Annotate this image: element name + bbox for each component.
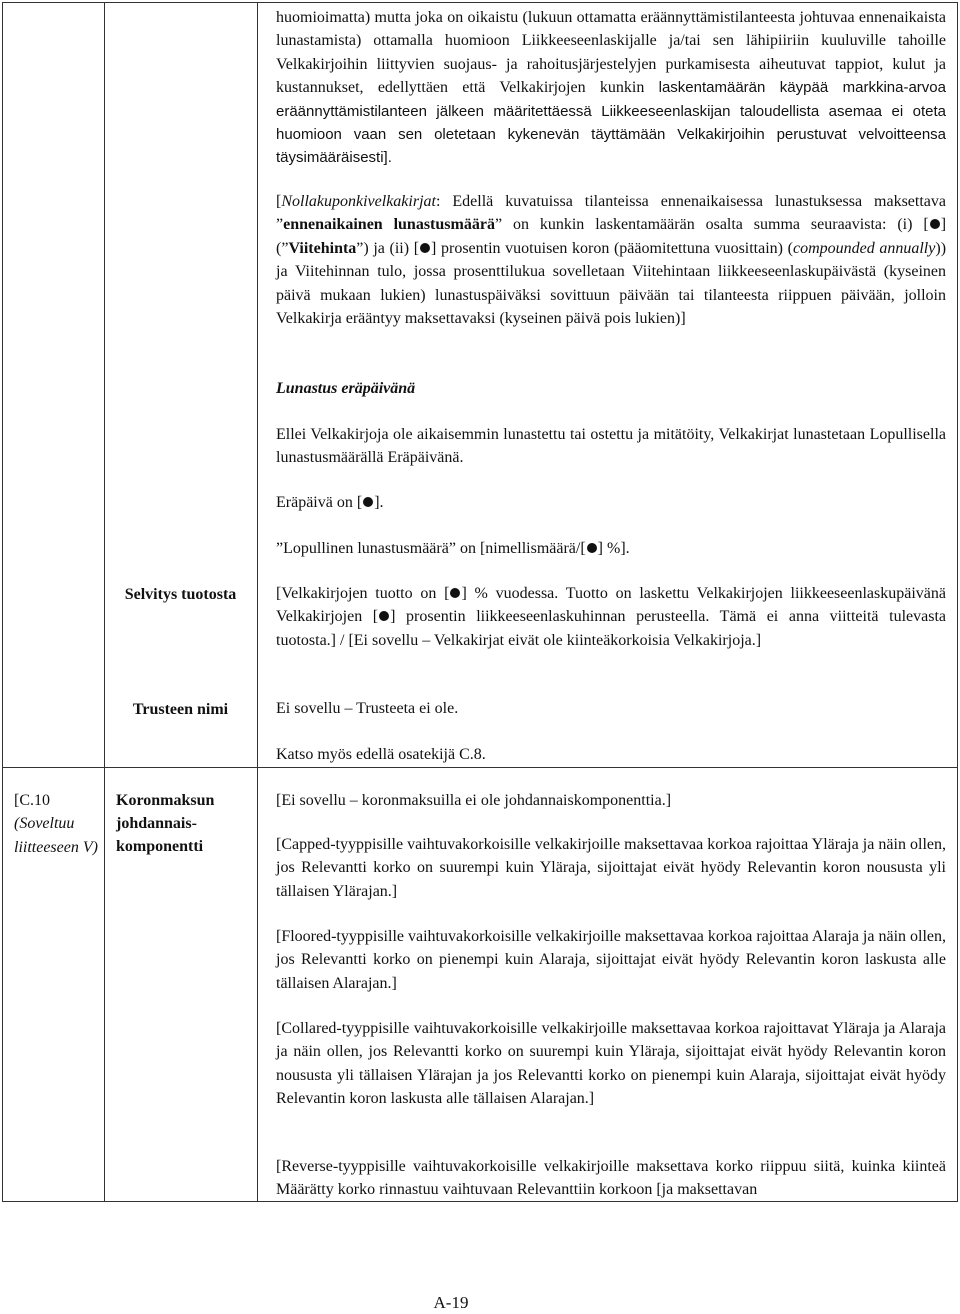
term-compounded-annually: compounded annually (792, 239, 936, 257)
final-amount-text-b: ] %]. (597, 540, 630, 557)
page-number: A-19 (433, 1293, 469, 1312)
placeholder-bullet-icon (420, 243, 430, 253)
placeholder-bullet-icon (379, 611, 389, 621)
yield-text-b: ] % vuodessa. Tuotto on laskettu Velkakirjojen liikkeeseenlaskupäivänä Velkakirjojen [ (276, 585, 947, 626)
bracket-open: [ (276, 193, 282, 210)
placeholder-bullet-icon (363, 497, 373, 507)
term-reference-price: Viitehinta (288, 239, 357, 257)
label-interest-derivative: Koronmaksun johdannais-komponentti (116, 792, 215, 855)
label-trustee: Trusteen nimi (132, 701, 229, 718)
table-left-border (2, 2, 3, 1202)
yield-text-c: ] prosentin liikkeeseenlaskuhinnan perusteella. Tämä ei anna viitteitä tulevasta tuotosta.] / [Ei sovellu – Velkakirjat eivät ole kiinteäkorkoisia Velkakirjoja.] (276, 608, 946, 649)
zero-coupon-text-f: )) ja Viitehinnan tulo, jossa prosenttilukua sovelletaan Viitehintaan liikkeeseenlaskupäivästä (kyseinen päivä mukaan lukien) lunastuspäiväksi sovittuun päivään tai tilanteesta riippuen päivään, jolloin Velkakirja erääntyy maksettavaksi (kyseinen päivä pois lukien)] (276, 239, 947, 328)
zero-coupon-text-b: ” on kunkin laskentamäärän osalta summa seuraavista: (i) [ (494, 216, 929, 234)
zero-coupon-text-c: ] (” (276, 216, 947, 257)
term-early-redemption-amount: ennenaikainen lunastusmäärä (283, 216, 495, 234)
c10-paragraph-collared: [Collared-tyyppisille vaihtuvakorkoisille velkakirjoille maksettavaa korkoa rajoittavat Yläraja ja Alaraja ja näin ollen, jos Relevantti korko on suurempi kuin Yläraja, sijoittajat eivät hyödy Relevantin koron noususta yli tällaisen Ylärajan ja jos Relevantti korko on pienempi kuin Alaraja, sijoittajat eivät hyödy Relevantin koron laskusta alle tällaisen Alarajan.] (276, 1020, 946, 1108)
element-code-c10 (14, 789, 98, 859)
trustee-text: Ei sovellu – Trusteeta ei ole. (276, 700, 459, 717)
paragraph-final-redemption-amount (276, 537, 946, 560)
paragraph-redemption: Ellei Velkakirjoja ole aikaisemmin lunastettu tai ostettu ja mitätöity, Velkakirjat lunastetaan Lopullisella lunastusmäärällä Eräpäivänä. (276, 426, 946, 467)
paragraph-continuation-sans-text: laskentamäärän käypää markkina-arvoa eräännyttämistilanteen jälkeen määritettäessä Liikkeeseenlaskijan taloudellista asemaa ei oteta huomioon vaan sen oletetaan kykenevän täyttämään Velkakirjoihin perustuvat velvoitteensa täysimääräisesti]. (276, 79, 946, 167)
c10-paragraph-not-applicable: [Ei sovellu – koronmaksuilla ei ole johdannaiskomponenttia.] (276, 792, 672, 809)
zero-coupon-text-e: ] prosentin vuotuisen koron (pääomitettuna vuosittain) ( (431, 239, 793, 257)
table-right-border (957, 2, 958, 1202)
placeholder-bullet-icon (587, 543, 597, 553)
zero-coupon-text-a: : Edellä kuvatuissa tilanteissa ennenaikaisessa lunastuksessa maksettava ” (276, 193, 946, 234)
placeholder-bullet-icon (930, 219, 940, 229)
column-divider-2 (257, 2, 258, 1202)
element-applicability-note: (Soveltuu liitteeseen V) (14, 815, 98, 856)
placeholder-bullet-icon (450, 588, 460, 598)
table-top-border (2, 2, 958, 3)
section-heading-redemption: Lunastus eräpäivänä (276, 380, 416, 397)
term-zero-coupon: Nollakuponkivelkakirjat (281, 193, 436, 210)
row-divider-c10 (2, 767, 958, 768)
c10-paragraph-capped: [Capped-tyyppisille vaihtuvakorkoisille velkakirjoille maksettavaa korkoa rajoittaa Yläraja ja näin ollen, jos Relevantti korko on suurempi kuin Yläraja, sijoittajat eivät hyödy Relevantin koron noususta yli tällaisen Ylärajan.] (276, 836, 946, 900)
paragraph-continuation (276, 6, 946, 170)
maturity-date-text-b: ]. (374, 494, 384, 511)
zero-coupon-text-d: ”) ja (ii) [ (356, 239, 420, 257)
label-yield: Selvitys tuotosta (124, 586, 237, 603)
trustee-note: Katso myös edellä osatekijä C.8. (276, 746, 486, 763)
final-amount-text-a: ”Lopullinen lunastusmäärä” on [nimellismäärä/[ (276, 540, 586, 557)
paragraph-continuation-text: huomioimatta) mutta joka on oikaistu (lukuun ottamatta eräännyttämistilanteesta johtuvaa ennenaikaista lunastamista) ottamalla huomioon Liikkeeseenlaskijalle ja/tai sen lähipiiriin kuuluville tahoille Velkakirjoihin liittyvien suojaus- ja rahoitusjärjestelyjen purkamisesta aiheutuvat tappiot, kulut ja kustannukset, edellyttäen että Velkakirjojen kunkin (276, 9, 946, 97)
yield-text-a: [Velkakirjojen tuotto on [ (276, 585, 450, 602)
element-code: [C.10 (14, 792, 50, 809)
yield-text (276, 582, 946, 652)
paragraph-maturity-date (276, 491, 946, 514)
c10-paragraph-floored: [Floored-tyyppisille vaihtuvakorkoisille velkakirjoille maksettavaa korkoa rajoittaa Alaraja ja näin ollen, jos Relevantti korko on pienempi kuin Alaraja, sijoittajat eivät hyödy Relevantin koron laskusta alle tällaisen Alarajan.] (276, 928, 947, 992)
maturity-date-text-a: Eräpäivä on [ (276, 494, 363, 511)
c10-paragraph-reverse: [Reverse-tyyppisille vaihtuvakorkoisille velkakirjoille maksettava korko riippuu siitä, kuinka kiinteä Määrätty korko rinnastuu vaihtuvaan Relevanttiin korkoon [ja maksettavan (276, 1158, 946, 1199)
paragraph-zero-coupon (276, 190, 946, 330)
